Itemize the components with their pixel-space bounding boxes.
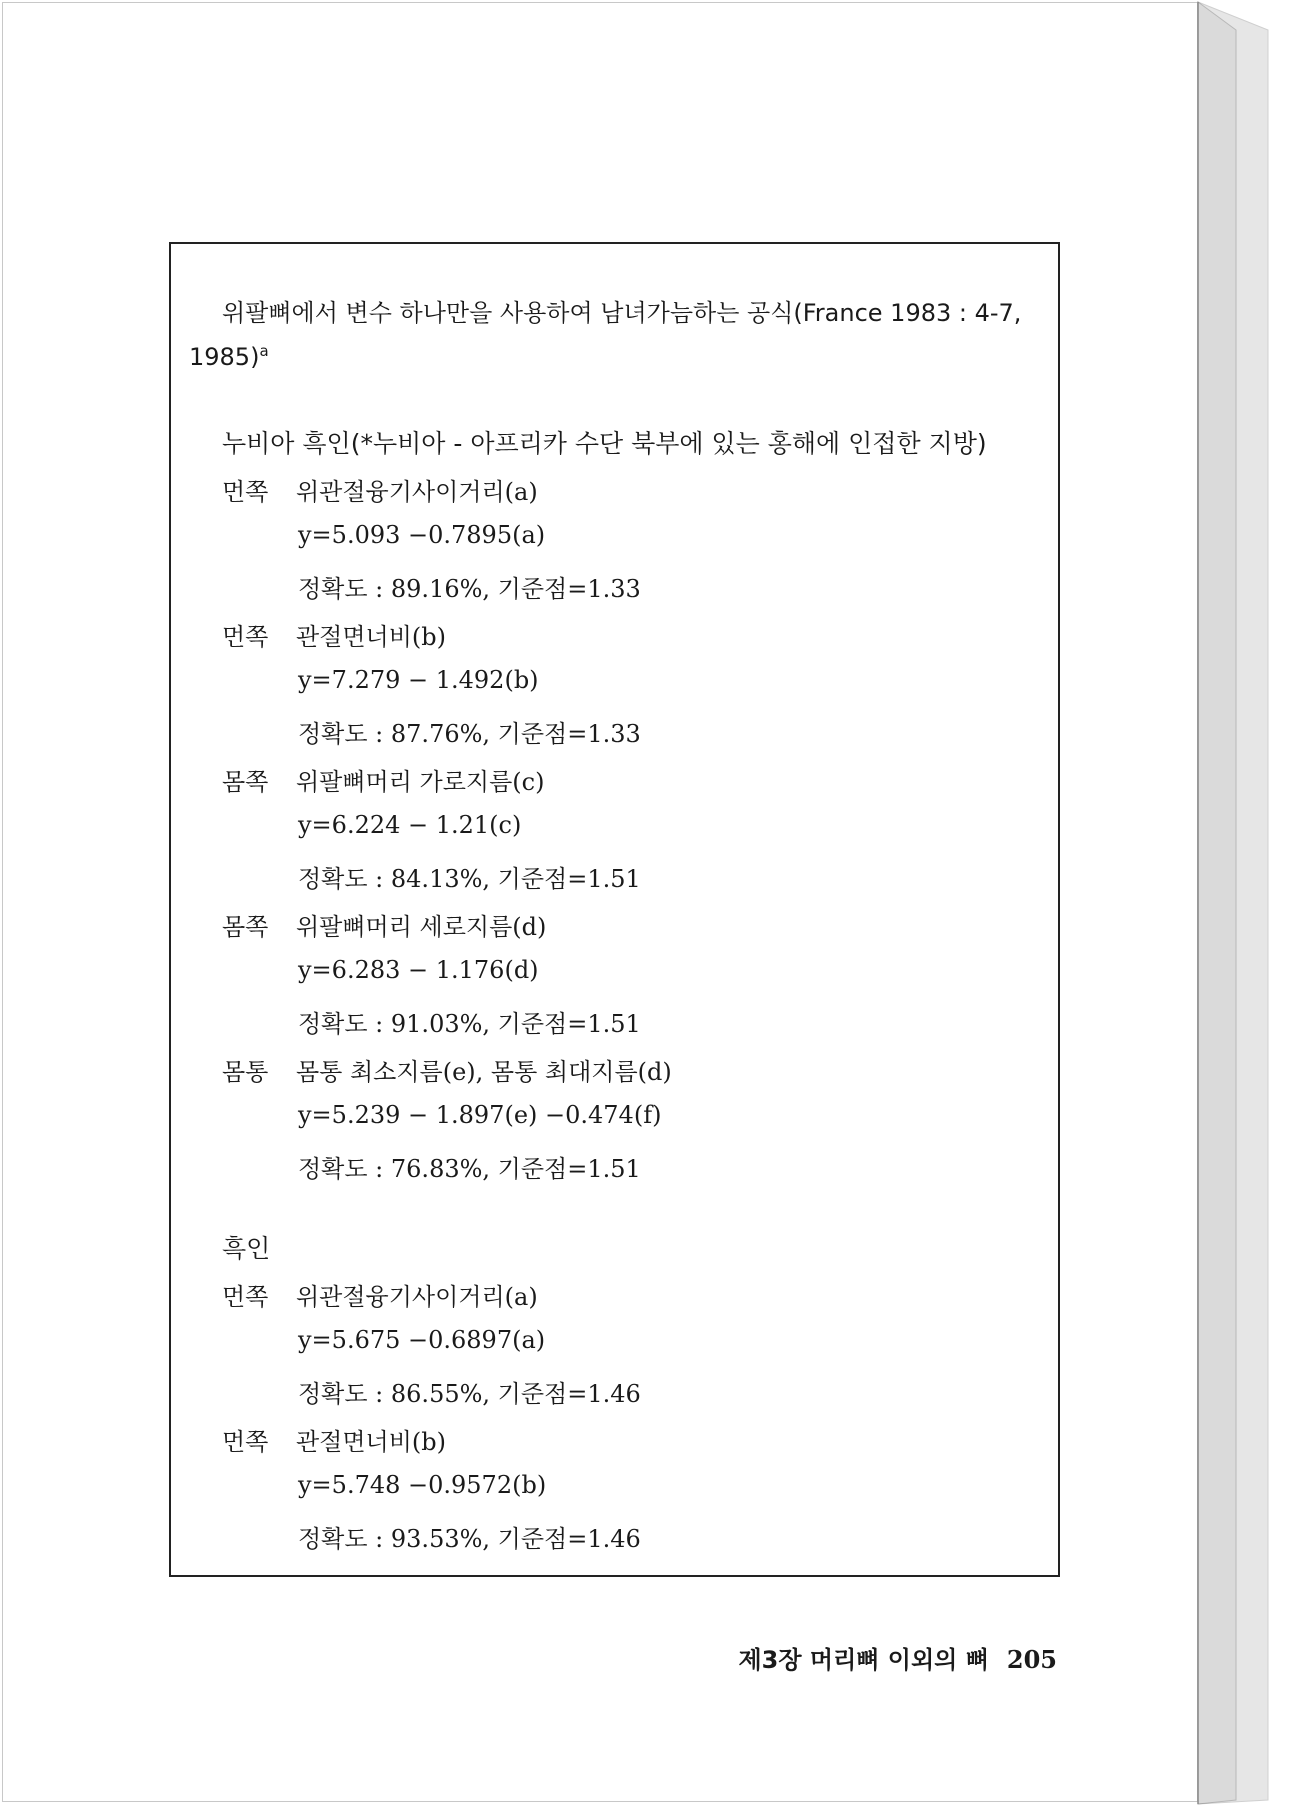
- intro-year: 1985): [189, 343, 260, 371]
- accuracy: 정확도 : 76.83%, 기준점=1.51: [298, 1155, 641, 1183]
- intro-line-2: [189, 342, 269, 371]
- formula: y=5.093 −0.7895(a): [298, 521, 546, 549]
- site-label: 먼쪽: [222, 623, 269, 651]
- accuracy: 정확도 : 93.53%, 기준점=1.46: [298, 1525, 641, 1553]
- measure-label: 몸통 최소지름(e), 몸통 최대지름(d): [296, 1058, 672, 1086]
- site-label: 몸통: [222, 1058, 269, 1086]
- measure-label: 위팔뼈머리 세로지름(d): [296, 913, 547, 941]
- site-label: 먼쪽: [222, 1428, 269, 1456]
- accuracy: 정확도 : 89.16%, 기준점=1.33: [298, 575, 641, 603]
- measure-item: [222, 617, 446, 652]
- measure-item: [222, 472, 538, 507]
- site-label: 몸쪽: [222, 913, 269, 941]
- accuracy: 정확도 : 84.13%, 기준점=1.51: [298, 865, 641, 893]
- formula: y=6.283 − 1.176(d): [298, 956, 539, 984]
- site-label: 먼쪽: [222, 1283, 269, 1311]
- running-head: 제3장 머리뼈 이외의 뼈: [738, 1646, 989, 1674]
- page-number: 205: [1006, 1645, 1057, 1674]
- measure-label: 위팔뼈머리 가로지름(c): [296, 768, 545, 796]
- measure-label: 위관절융기사이거리(a): [296, 478, 538, 506]
- measure-item: [222, 907, 546, 942]
- intro-footnote-mark: a: [259, 342, 269, 360]
- intro-line-1: 위팔뼈에서 변수 하나만을 사용하여 남녀가늠하는 공식(France 1983 : 4-7,: [222, 299, 1022, 327]
- site-label: 몸쪽: [222, 768, 269, 796]
- formula: y=6.224 − 1.21(c): [298, 811, 522, 839]
- page-footer: [738, 1640, 1057, 1675]
- measure-item: [222, 1052, 672, 1087]
- accuracy: 정확도 : 87.76%, 기준점=1.33: [298, 720, 641, 748]
- group-heading-black: 흑인: [222, 1234, 271, 1263]
- measure-item: [222, 1277, 538, 1312]
- group-heading-nubian: 누비아 흑인(*누비아 - 아프리카 수단 북부에 있는 홍해에 인접한 지방): [222, 429, 987, 458]
- formula: y=5.675 −0.6897(a): [298, 1326, 546, 1354]
- accuracy: 정확도 : 86.55%, 기준점=1.46: [298, 1380, 641, 1408]
- site-label: 먼쪽: [222, 478, 269, 506]
- formula: y=7.279 − 1.492(b): [298, 666, 539, 694]
- measure-label: 관절면너비(b): [296, 623, 447, 651]
- measure-item: [222, 762, 544, 797]
- measure-label: 위관절융기사이거리(a): [296, 1283, 538, 1311]
- formula: y=5.239 − 1.897(e) −0.474(f): [298, 1101, 662, 1129]
- accuracy: 정확도 : 91.03%, 기준점=1.51: [298, 1010, 641, 1038]
- measure-item: [222, 1422, 446, 1457]
- formula: y=5.748 −0.9572(b): [298, 1471, 547, 1499]
- measure-label: 관절면너비(b): [296, 1428, 447, 1456]
